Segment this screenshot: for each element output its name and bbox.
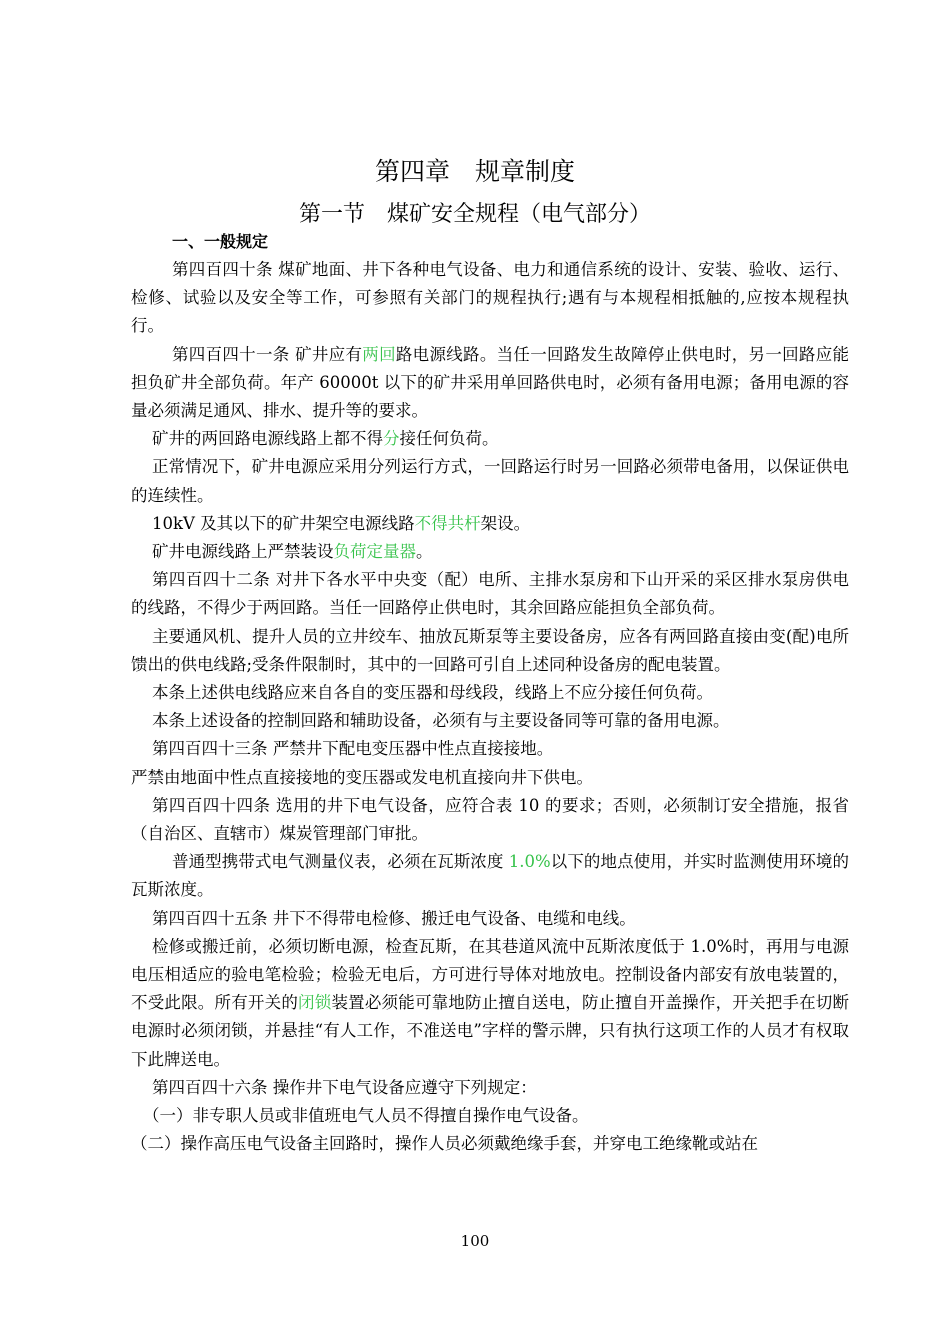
paragraph xyxy=(131,848,849,904)
highlight-text: 负荷定量器 xyxy=(333,542,416,562)
text-run: 以下的地点使用，并实时监测使用环境的瓦斯浓度。 xyxy=(131,852,850,900)
paragraph: 本条上述设备的控制回路和辅助设备，必须有与主要设备同等可靠的备用电源。 xyxy=(152,711,730,731)
highlight-text: 两回 xyxy=(362,344,396,364)
paragraph: 严禁由地面中性点直接接地的变压器或发电机直接向井下供电。 xyxy=(131,767,593,787)
text-run: 10kV 及其以下的矿井架空电源线路 xyxy=(152,513,415,533)
article-441 xyxy=(131,341,849,426)
text-run: 检修或搬迁前，必须切断电源，检查瓦斯，在其巷道风流中瓦斯浓度低于 1.0%时，再用与电源电压相适应的验电笔检验；检验无电后，方可进行导体对地放电。控制设备内部安有放电装置的，不受此限。所有开关的 xyxy=(131,936,849,1013)
list-item: （一）非专职人员或非值班电气人员不得擅自操作电气设备。 xyxy=(143,1106,589,1126)
chapter-title: 第四章 规章制度 xyxy=(374,157,575,186)
article-440: 第四百四十条 煤矿地面、井下各种电气设备、电力和通信系统的设计、安装、验收、运行、检修、试验以及安全等工作，可参照有关部门的规程执行;遇有与本规程相抵触的,应按本规程执行。 xyxy=(131,260,849,336)
highlight-text: 闭锁 xyxy=(298,993,332,1013)
highlight-text: 分 xyxy=(383,429,400,449)
text-run: 接任何负荷。 xyxy=(399,429,499,449)
article-443: 第四百四十三条 严禁井下配电变压器中性点直接接地。 xyxy=(152,739,554,759)
paragraph: 正常情况下，矿井电源应采用分列运行方式，一回路运行时另一回路必须带电备用，以保证供电的连续性。 xyxy=(131,457,849,505)
text-run: 第四百四十一条 矿井应有 xyxy=(172,344,363,364)
text-run: 矿井的两回路电源线路上都不得 xyxy=(152,429,383,449)
paragraph xyxy=(131,510,849,538)
text-run: 架设。 xyxy=(480,513,531,533)
section-title: 第一节 煤矿安全规程（电气部分） xyxy=(298,202,651,227)
article-445: 第四百四十五条 井下不得带电检修、搬迁电气设备、电缆和电线。 xyxy=(152,908,636,928)
article-446: 第四百四十六条 操作井下电气设备应遵守下列规定： xyxy=(152,1077,537,1097)
highlight-text: 1.0% xyxy=(508,852,551,872)
page-number: 100 xyxy=(460,1232,490,1250)
paragraph: 本条上述供电线路应来自各自的变压器和母线段，线路上不应分接任何负荷。 xyxy=(152,683,713,703)
article-442: 第四百四十二条 对井下各水平中央变（配）电所、主排水泵房和下山开采的采区排水泵房供电的线路，不得少于两回路。当任一回路停止供电时，其余回路应能担负全部负荷。 xyxy=(131,570,849,618)
text-run: 路电源线路。当任一回路发生故障停止供电时，另一回路应能担负矿井全部负荷。年产 60000t 以下的矿井采用单回路供电时，必须有备用电源；备用电源的容量必须满足通风、排水、提升等的要求。 xyxy=(131,344,850,421)
highlight-text: 不得共杆 xyxy=(414,513,481,533)
list-item: （二）操作高压电气设备主回路时，操作人员必须戴绝缘手套，并穿电工绝缘靴或站在 xyxy=(131,1134,758,1154)
paragraph xyxy=(131,933,849,1074)
text-run: 装置必须能可靠地防止擅自送电，防止擅自开盖操作，开关把手在切断电源时必须闭锁，并悬挂“有人工作，不准送电”字样的警示牌，只有执行这项工作的人员才有权取下此牌送电。 xyxy=(131,993,850,1069)
text-run: 矿井电源线路上严禁装设 xyxy=(152,542,334,562)
paragraph: 主要通风机、提升人员的立井绞车、抽放瓦斯泵等主要设备房，应各有两回路直接由变(配)电所馈出的供电线路;受条件限制时，其中的一回路可引自上述同种设备房的配电装置。 xyxy=(131,626,849,674)
article-444: 第四百四十四条 选用的井下电气设备，应符合表 10 的要求；否则，必须制订安全措施，报省（自治区、直辖市）煤炭管理部门审批。 xyxy=(131,795,849,844)
body-text xyxy=(131,256,849,1159)
text-run: 普通型携带式电气测量仪表，必须在瓦斯浓度 xyxy=(172,852,509,872)
paragraph xyxy=(131,538,849,566)
subsection-heading: 一、一般规定 xyxy=(172,232,269,251)
paragraph xyxy=(131,425,849,453)
text-run: 。 xyxy=(416,542,433,562)
